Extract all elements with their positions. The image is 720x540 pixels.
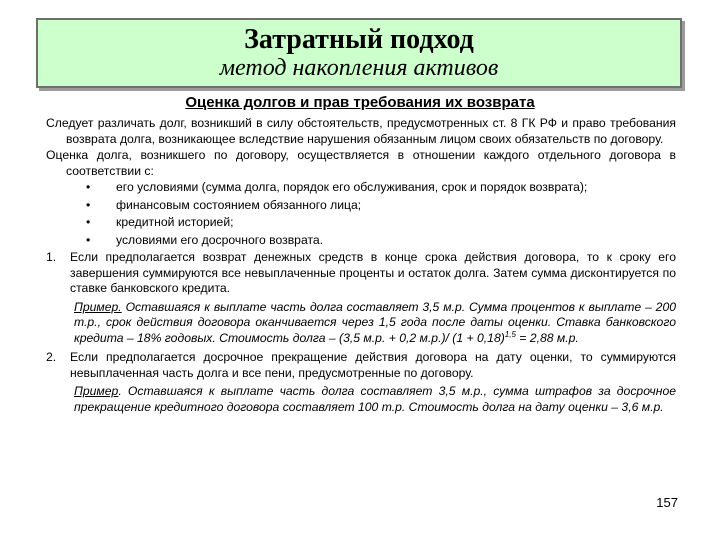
item-text: Если предполагается досрочное прекращение действия договора на дату оценки, то суммируются невыплаченная часть долга и все пени, предусмотренные по договору.: [70, 350, 676, 380]
list-item: [46, 233, 676, 249]
example-label: Пример.: [74, 299, 122, 314]
bullet-icon: •: [86, 232, 91, 247]
paragraph-contract-debt: Оценка долга, возникшего по договору, осуществляется в отношении каждого отдельного договора в соответствии с:: [46, 148, 676, 178]
numbered-item-2: [46, 350, 676, 381]
section-heading: Оценка долгов и прав требования их возврата: [185, 94, 535, 111]
list-item: [46, 180, 676, 196]
list-item-text: финансовым состоянием обязанного лица;: [116, 197, 362, 212]
list-item-text: условиями его досрочного возврата.: [116, 232, 324, 247]
numbered-item-1: [46, 250, 676, 297]
criteria-list: [46, 180, 676, 248]
paragraph-debt-types: Следует различать долг, возникший в силу обстоятельств, предусмотренных ст. 8 ГК РФ и право требования возврата долга, возникающее вследствие нарушения обязанным лицом своих обязательств по договору.: [46, 116, 676, 146]
list-item: [46, 198, 676, 214]
bullet-icon: •: [86, 180, 91, 194]
slide-body: [46, 116, 676, 419]
title-banner: [36, 18, 682, 88]
example-exponent: 1,5: [504, 329, 516, 339]
slide-subtitle: метод накопления активов: [219, 55, 499, 81]
example-result: = 2,88 м.р.: [515, 330, 579, 345]
item-number: 1.: [46, 250, 57, 264]
item-number: 2.: [46, 350, 57, 364]
bullet-icon: •: [86, 215, 91, 229]
example-2: [74, 384, 676, 415]
slide-title: Затратный подход: [244, 24, 474, 55]
example-text: Оставшаяся к выплате часть долга составляет 3,5 м.р. Сумма процентов к выплате – 200 т.р., срок действия договора оканчивается через 1,5 года после даты оценки. Ставка банковского кредита – 18% годовых. Стоимость долга – (3,5 м.р. + 0,2 м.р.)/ (1 + 0,18): [74, 299, 676, 345]
item-text: Если предполагается возврат денежных средств в конце срока действия договора, то к сроку его завершения суммируются все невыплаченные проценты и остаток долга. Затем сумма дисконтируется по ставке банковского кредита.: [70, 250, 676, 295]
example-text: . Оставшаяся к выплате часть долга составляет 3,5 м.р., сумма штрафов за досрочное прекращение кредитного договора составляет 100 т.р. Стоимость долга на дату оценки – 3,6 м.р.: [74, 384, 676, 414]
page-number: 157: [656, 495, 678, 510]
list-item-text: его условиями (сумма долга, порядок его обслуживания, срок и порядок возврата);: [116, 180, 588, 194]
bullet-icon: •: [86, 197, 91, 212]
example-1: [74, 300, 676, 347]
example-label: Пример: [74, 384, 119, 398]
list-item: [46, 215, 676, 231]
list-item-text: кредитной историей;: [116, 215, 234, 229]
